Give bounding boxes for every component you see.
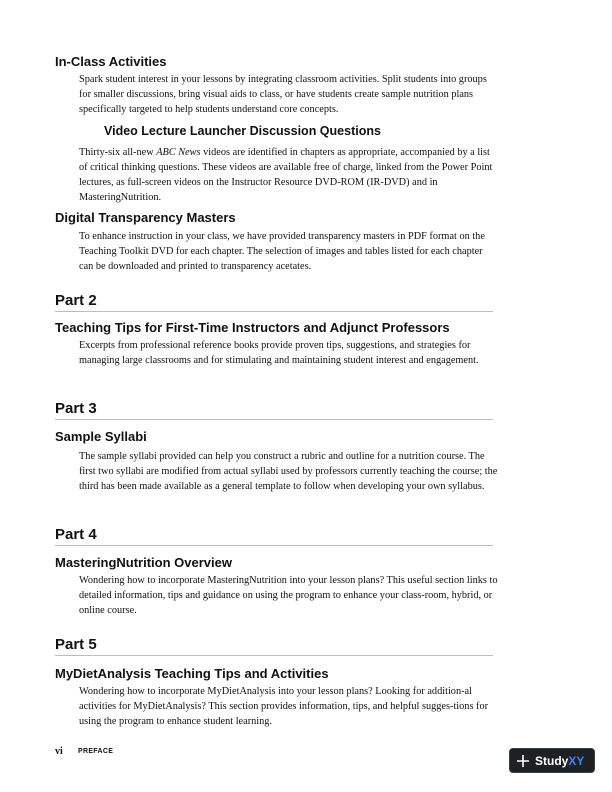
paragraph-teaching-tips: Excerpts from professional reference books provide proven tips, suggestions, and strategies for managing large classrooms and for stimulating and maintaining student interest and engagement. (79, 340, 479, 366)
heading-in-class-activities: In-Class Activities (55, 54, 167, 69)
part-5-title: Part 5 (55, 636, 493, 656)
paragraph-in-class-activities: Spark student interest in your lessons by integrating classroom activities. Split students into groups for smaller discussions, bring visual aids to class, or have students create sample nutrition plans specifically targeted to help students understand core concepts. (79, 74, 487, 115)
heading-sample-syllabi: Sample Syllabi (55, 429, 147, 444)
plus-icon (516, 754, 530, 768)
footer-label: PREFACE (78, 748, 114, 755)
paragraph-mydietanalysis: Wondering how to incorporate MyDietAnalysis into your lesson plans? Looking for addition-al activities for MyDietAnalysis? This section provides information, tips, and helpful sugges-tions for using the program to enhance student learning. (79, 686, 489, 727)
page-number: vi (55, 746, 63, 757)
paragraph-digital-transparency: To enhance instruction in your class, we have provided transparency masters in PDF format on the Teaching Toolkit DVD for each chapter. The selection of images and tables listed for each chapter can be downloaded and printed to transparency acetates. (79, 231, 485, 272)
paragraph-masteringnutrition: Wondering how to incorporate MasteringNutrition into your lesson plans? This useful section links to detailed information, tips and guidance on using the program to enhance your class-room, hybrid, or online course. (79, 575, 498, 616)
heading-mydietanalysis: MyDietAnalysis Teaching Tips and Activities (55, 666, 329, 681)
badge-text-study: Study (535, 753, 569, 768)
heading-teaching-tips: Teaching Tips for First-Time Instructors and Adjunct Professors (55, 320, 450, 335)
paragraph-video-lecture: Thirty-six all-new ABC News videos are identified in chapters as appropriate, accompanied by a list of critical thinking questions. These videos are available free of charge, linked from the Power Point lectures, as full-screen videos on the Instructor Resource DVD-ROM (IR-DVD) and in MasteringNutrition. (79, 147, 493, 203)
heading-digital-transparency: Digital Transparency Masters (55, 210, 236, 225)
badge-text-xy: XY (568, 753, 585, 768)
heading-masteringnutrition: MasteringNutrition Overview (55, 555, 232, 570)
paragraph-sample-syllabi: The sample syllabi provided can help you construct a rubric and outline for a nutrition course. The first two syllabi are modified from actual syllabi used by professors currently teaching the course; the third has been made available as a general template to follow when developing your own syllabus. (79, 451, 498, 492)
part-2-title: Part 2 (55, 292, 493, 312)
heading-video-lecture: Video Lecture Launcher Discussion Questions (104, 124, 381, 138)
abc-news-title: ABC News (156, 147, 201, 158)
studyxy-badge[interactable] (509, 748, 595, 773)
part-3-title: Part 3 (55, 400, 493, 420)
part-4-title: Part 4 (55, 526, 493, 546)
